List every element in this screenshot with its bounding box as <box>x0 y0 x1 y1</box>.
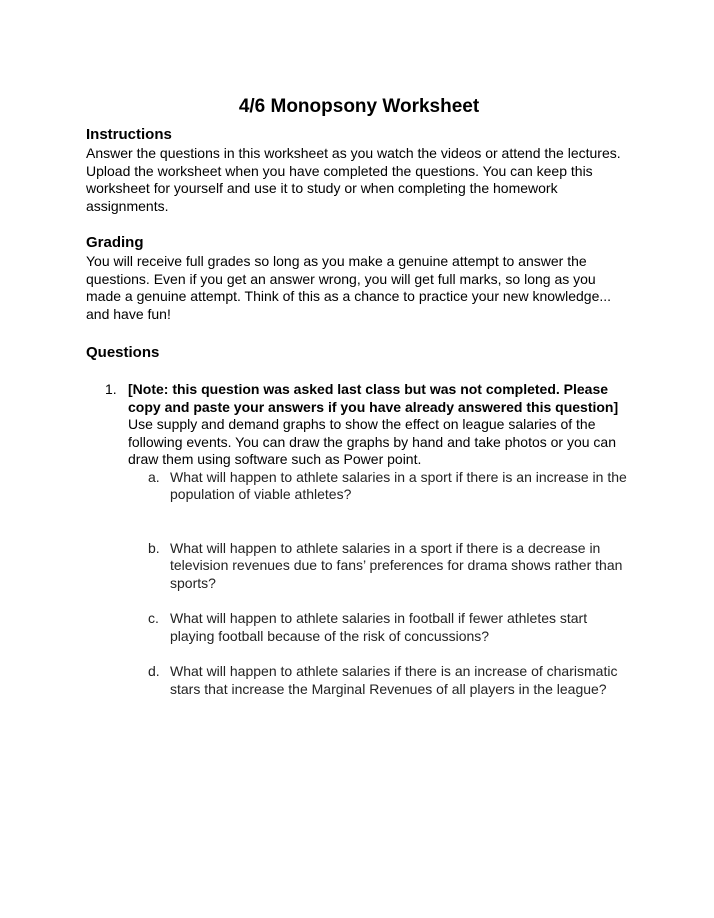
subquestion-text: What will happen to athlete salaries in a sport if there is an increase in the population of viable athletes? <box>170 468 627 502</box>
grading-heading: Grading <box>86 234 144 251</box>
subquestion-letter: c. <box>148 610 159 626</box>
subquestion-text: What will happen to athlete salaries in football if fewer athletes start playing football because of the risk of concussions? <box>170 610 588 644</box>
grading-text: You will receive full grades so long as you make a genuine attempt to answer the questions. Even if you get an answer wrong, you will get full marks, so long as you made a genuine attempt. Think of this as a chance to practice your new knowledge... and have fun! <box>86 253 612 322</box>
subquestion-list <box>128 469 632 699</box>
subquestion-text: What will happen to athlete salaries if there is an increase of charismatic stars that increase the Marginal Revenues of all players in the league? <box>170 663 618 697</box>
subquestion-text: What will happen to athlete salaries in a sport if there is a decrease in television revenues due to fans’ preferences for drama shows rather than sports? <box>170 539 623 591</box>
instructions-heading: Instructions <box>86 126 172 143</box>
question-note: [Note: this question was asked last class but was not completed. Please copy and paste your answers if you have already answered this question] <box>128 381 619 415</box>
subquestion-letter: b. <box>148 539 160 556</box>
questions-heading: Questions <box>86 344 160 361</box>
spacer <box>86 363 632 381</box>
spacer <box>86 215 632 233</box>
question-item <box>86 381 632 698</box>
subquestion-letter: d. <box>148 663 160 679</box>
subquestion-item <box>128 610 632 645</box>
subquestion-item <box>128 469 632 504</box>
question-list <box>86 381 632 698</box>
instructions-text: Answer the questions in this worksheet as you watch the videos or attend the lectures. Upload the worksheet when you have completed the questions. You can keep this worksheet for yourself and use it to study or when completing the homework assignments. <box>86 145 621 214</box>
subquestion-item <box>128 540 632 593</box>
questions-section <box>86 343 632 698</box>
question-number: 1. <box>105 381 117 397</box>
grading-section <box>86 233 632 323</box>
document-title: 4/6 Monopsony Worksheet <box>238 96 480 117</box>
subquestion-letter: a. <box>148 468 160 485</box>
instructions-section <box>86 125 632 215</box>
subquestion-item <box>128 663 632 698</box>
spacer <box>86 323 632 343</box>
question-text: Use supply and demand graphs to show the effect on league salaries of the following events. You can draw the graphs by hand and take photos or you can draw them using software such as Power point. <box>128 416 617 467</box>
